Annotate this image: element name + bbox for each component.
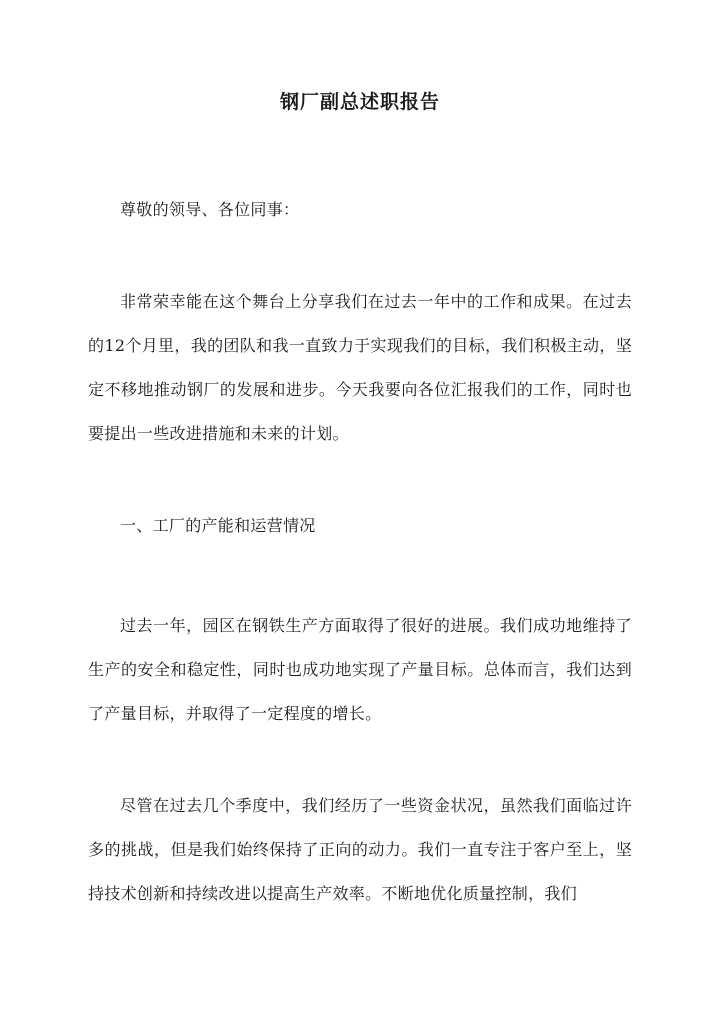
section-heading: 一、工厂的产能和运营情况 [120,516,316,535]
paragraph-challenges: 尽管在过去几个季度中，我们经历了一些资金状况，虽然我们面临过许多的挑战，但是我们始终保持了正向的动力。我们一直专注于客户至上，坚持技术创新和持续改进以提高生产效率。不断地优化质量控制，我们 [88,796,632,903]
greeting: 尊敬的领导、各位同事： [120,200,300,219]
paragraph-intro: 非常荣幸能在这个舞台上分享我们在过去一年中的工作和成果。在过去的12个月里，我的团队和我一直致力于实现我们的目标，我们积极主动，坚定不移地推动钢厂的发展和进步。今天我要向各位汇报我们的工作，同时也要提出一些改进措施和未来的计划。 [88,292,632,443]
paragraph-production: 过去一年，园区在钢铁生产方面取得了很好的进展。我们成功地维持了生产的安全和稳定性，同时也成功地实现了产量目标。总体而言，我们达到了产量目标，并取得了一定程度的增长。 [88,616,632,723]
document-title: 钢厂副总述职报告 [279,91,440,113]
